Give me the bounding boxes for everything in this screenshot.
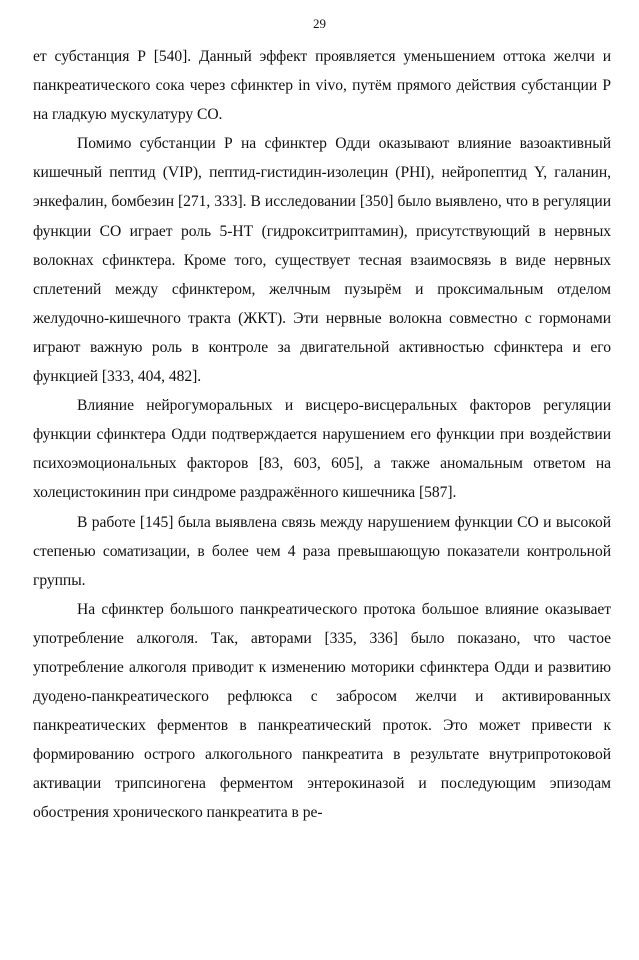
paragraph: В работе [145] была выявлена связь между нарушением функции СО и высокой степенью соматизации, в более чем 4 раза превышающую показатели контрольной группы.	[33, 513, 611, 589]
page-number: 29	[313, 16, 326, 31]
body-text	[33, 42, 611, 828]
paragraph-continuation: ет субстанция Р [540]. Данный эффект проявляется уменьшением оттока желчи и панкреатического сока через сфинктер in vivo, путём прямого действия субстанции Р на гладкую мускулатуру СО.	[33, 48, 611, 124]
paragraph: Влияние нейрогуморальных и висцеро-висцеральных факторов регуляции функции сфинктера Одди подтверждается нарушением его функции при воздействии психоэмоциональных факторов [83, 603, 605], а также аномальным ответом на холецистокинин при синдроме раздражённого кишечника [587].	[33, 397, 611, 502]
paragraph: На сфинктер большого панкреатического протока большое влияние оказывает употребление алкоголя. Так, авторами [335, 336] было показано, что частое употребление алкоголя приводит к изменению моторики сфинктера Одди и развитию дуодено-панкреатического рефлюкса с забросом желчи и активированных панкреатических ферментов в панкреатический проток. Это может привести к формированию острого алкогольного панкреатита в результате внутрипротоковой активации трипсиногена ферментом энтерокиназой и последующим эпизодам обострения хронического панкреатита в ре-	[33, 600, 611, 822]
paragraph: Помимо субстанции Р на сфинктер Одди оказывают влияние вазоактивный кишечный пептид (VIP), пептид-гистидин-изолецин (PHI), нейропептид Y, галанин, энкефалин, бомбезин [271, 333]. В исследовании [350] было выявлено, что в регуляции функции СО играет роль 5-НТ (гидрокситриптамин), присутствующий в нервных волокнах сфинктера. Кроме того, существует тесная взаимосвязь в виде нервных сплетений между сфинктером, желчным пузырём и проксимальным отделом желудочно-кишечного тракта (ЖКТ). Эти нервные волокна совместно с гормонами играют важную роль в контроле за двигательной активностью сфинктера и его функцией [333, 404, 482].	[33, 135, 611, 386]
